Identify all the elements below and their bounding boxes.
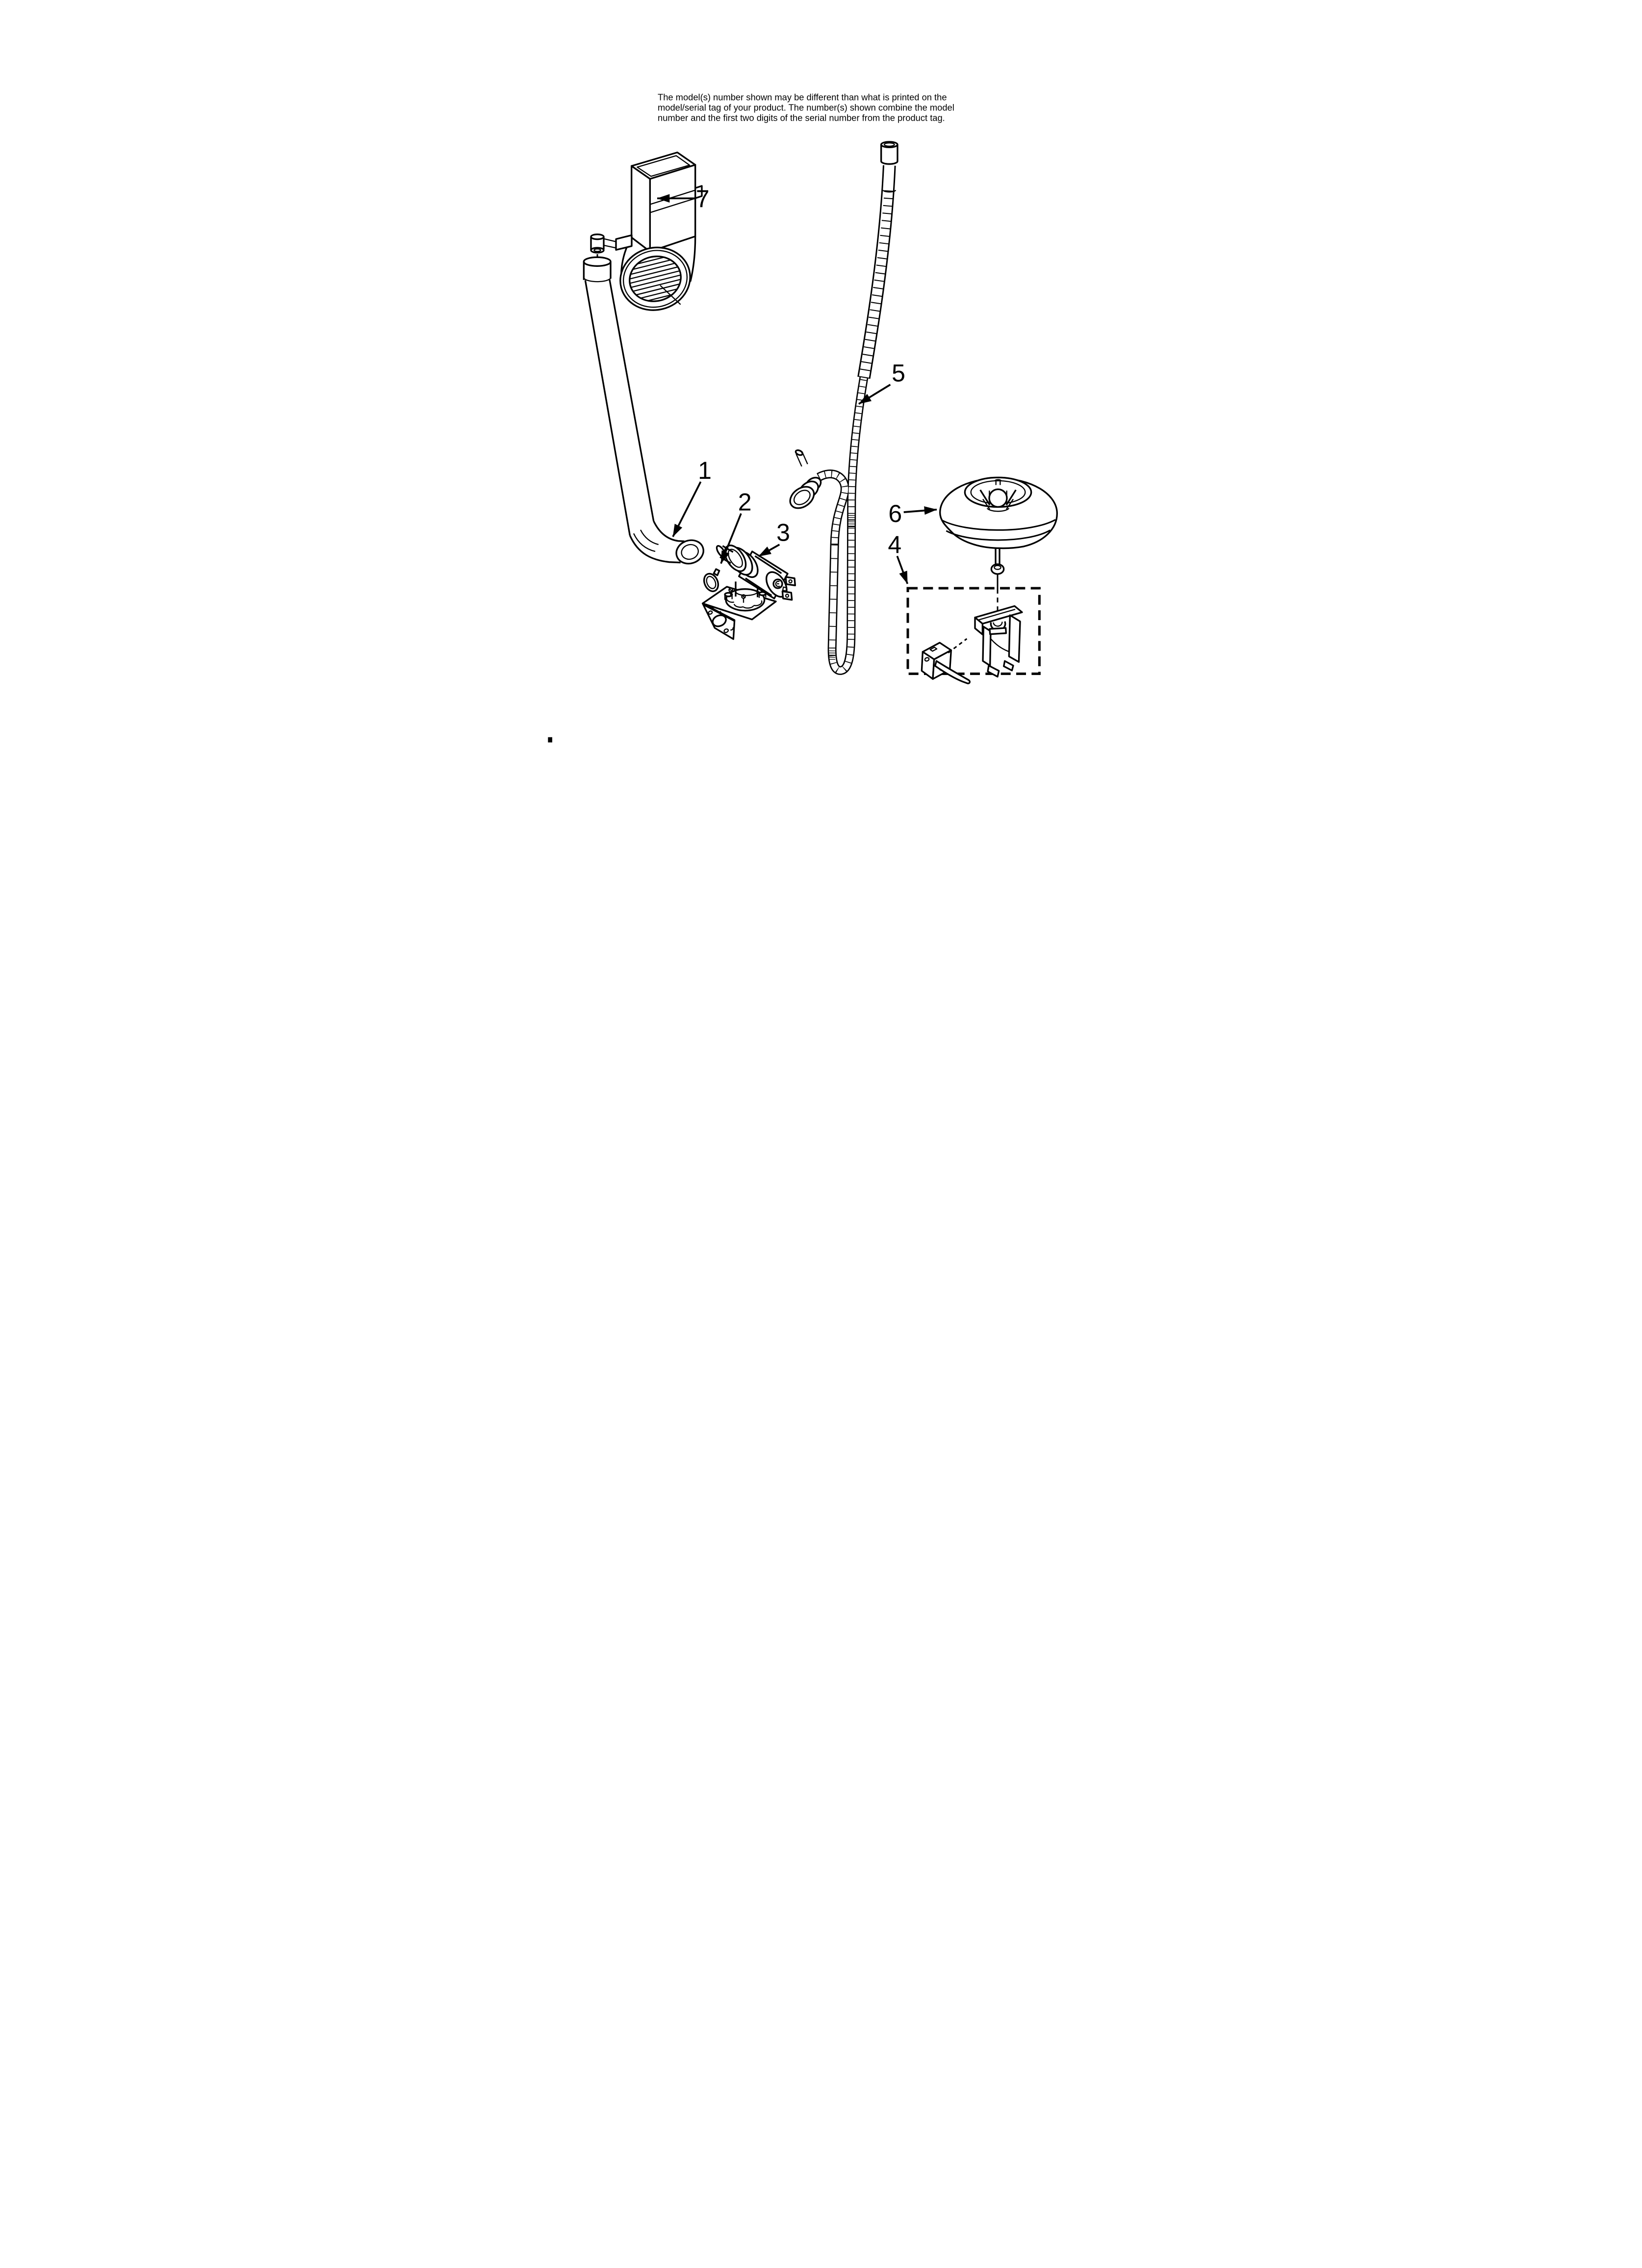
callout-6-arrow	[904, 510, 937, 512]
drain-hose-connector	[786, 449, 823, 513]
callout-1-label: 1	[698, 457, 712, 484]
callout-1-arrow	[673, 482, 701, 537]
micro-switch	[922, 643, 970, 683]
fill-hose-and-overfill-parts-diagram	[547, 0, 1095, 756]
callout-3-label: 3	[776, 519, 790, 547]
disclaimer-line-1: The model(s) number shown may be different than what is printed on the	[658, 92, 947, 103]
float-switch-bracket	[975, 606, 1022, 677]
float-pin	[991, 548, 1003, 619]
hose-clamp-drawing	[701, 569, 721, 594]
disclaimer-line-2: model/serial tag of your product. The number(s) shown combine the model	[658, 102, 954, 113]
vent-grille	[614, 240, 697, 318]
callouts	[657, 185, 937, 584]
callout-4-label: 4	[888, 531, 902, 559]
callout-7-label: 7	[695, 185, 710, 213]
drain-hose-drawing	[786, 142, 898, 671]
callout-6-label: 6	[888, 500, 902, 527]
callout-1	[673, 457, 712, 537]
disclaimer-line-3: number and the first two digits of the serial number from the product tag.	[658, 112, 945, 123]
valve-base-flange	[725, 588, 766, 611]
callout-6	[888, 500, 937, 527]
callout-4	[888, 531, 907, 584]
float-switch-assembly-drawing	[908, 588, 1039, 683]
disclaimer-note	[658, 92, 954, 123]
valve-terminal	[782, 591, 792, 600]
page-artifact-mark	[548, 737, 552, 743]
parts-diagram-page	[547, 0, 1095, 756]
callout-3	[759, 519, 790, 556]
callout-5-label: 5	[892, 359, 905, 387]
assembly-leader-line	[948, 639, 967, 653]
valve-terminal	[786, 577, 795, 585]
vent-air-gap-drawing	[591, 153, 702, 317]
callout-2-label: 2	[738, 488, 752, 516]
callout-4-arrow	[897, 556, 907, 584]
callout-3-arrow	[759, 545, 780, 556]
fill-tube-cuff	[584, 257, 611, 266]
